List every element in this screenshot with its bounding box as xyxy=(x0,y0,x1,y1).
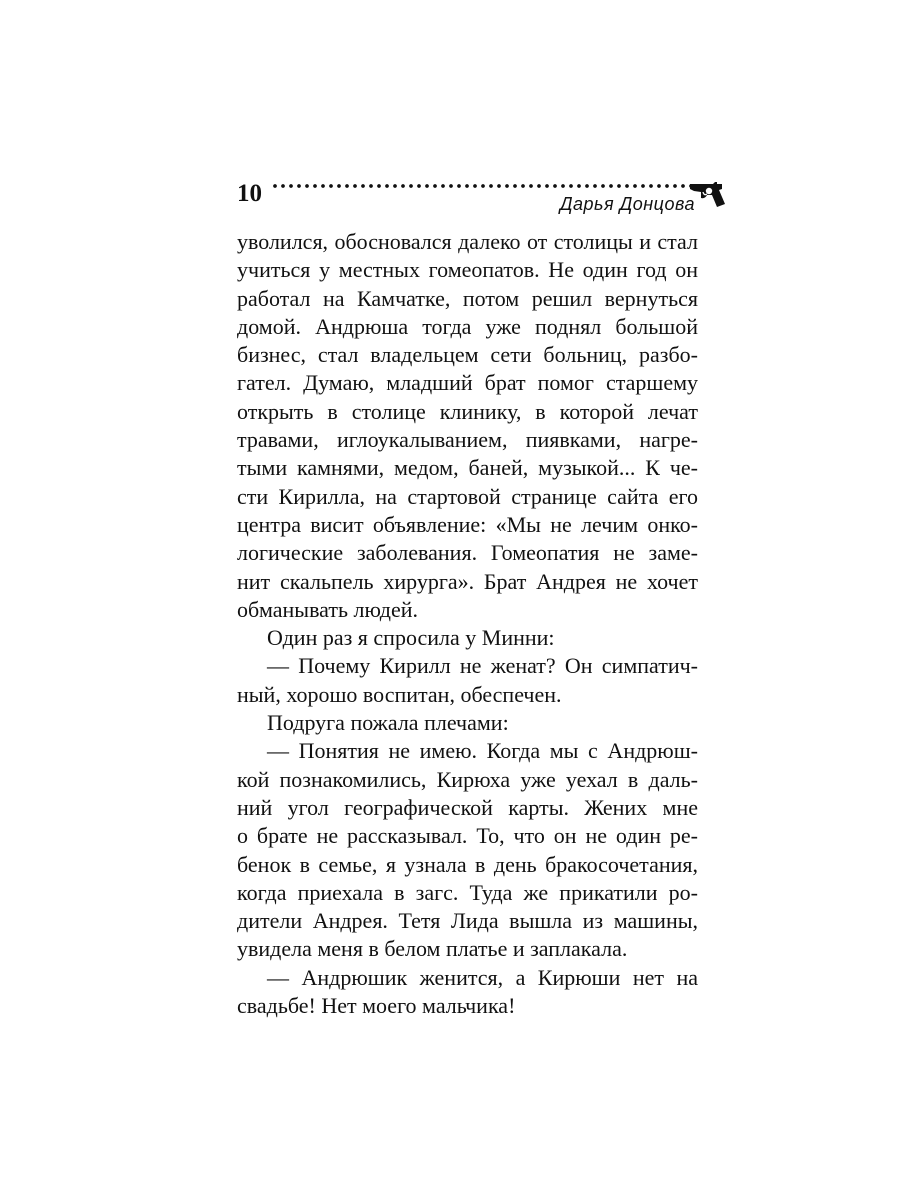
text-line: бенок в семье, я узнала в день бракосочетания, xyxy=(237,851,698,877)
text-line: открыть в столице клинику, в которой лечат xyxy=(237,398,698,424)
text-line: дители Андрея. Тетя Лида вышла из машины, xyxy=(237,908,698,934)
text-line: о брате не рассказывал. То, что он не один ре- xyxy=(237,823,698,849)
text-line: — Андрюшик женится, а Кирюши нет на xyxy=(267,964,698,990)
body-text xyxy=(237,228,698,1020)
text-line: центра висит объявление: «Мы не лечим онко- xyxy=(237,511,698,537)
text-line: травами, иглоукалыванием, пиявками, нагре- xyxy=(237,427,698,453)
page-number: 10 xyxy=(237,180,262,207)
text-line: учиться у местных гомеопатов. Не один год он xyxy=(237,257,698,283)
text-line: тыми камнями, медом, баней, музыкой... К че- xyxy=(237,455,698,481)
dotted-leader xyxy=(271,181,691,191)
revolver-icon xyxy=(689,180,727,208)
running-head-author: Дарья Донцова xyxy=(559,194,695,214)
text-line: логические заболевания. Гомеопатия не заме- xyxy=(237,540,698,566)
text-line: нит скальпель хирурга». Брат Андрея не хочет xyxy=(237,568,698,594)
text-line: ний угол географической карты. Жених мне xyxy=(237,794,698,820)
text-line: свадьбе! Нет моего мальчика! xyxy=(237,993,516,1019)
text-line: бизнес, стал владельцем сети больниц, разбо- xyxy=(237,342,698,368)
text-line: гател. Думаю, младший брат помог старшему xyxy=(237,370,698,396)
text-line: уволился, обосновался далеко от столицы и стал xyxy=(237,229,698,254)
text-line: увидела меня в белом платье и заплакала. xyxy=(237,936,628,962)
running-header xyxy=(237,178,727,218)
text-line: Один раз я спросила у Минни: xyxy=(267,625,555,651)
text-line: кой познакомились, Кирюха уже уехал в даль- xyxy=(237,766,698,792)
text-line: домой. Андрюша тогда уже поднял большой xyxy=(237,313,698,339)
text-line: — Понятия не имею. Когда мы с Андрюш- xyxy=(267,738,698,764)
text-line: когда приехала в загс. Туда же прикатили ро- xyxy=(237,879,698,905)
text-line: сти Кирилла, на стартовой странице сайта его xyxy=(237,483,698,509)
text-line: — Почему Кирилл не женат? Он симпатич- xyxy=(267,653,698,679)
text-line: ный, хорошо воспитан, обеспечен. xyxy=(237,681,562,707)
text-line: работал на Камчатке, потом решил вернуться xyxy=(237,285,698,311)
text-line: Подруга пожала плечами: xyxy=(267,710,509,736)
text-line: обманывать людей. xyxy=(237,596,419,622)
